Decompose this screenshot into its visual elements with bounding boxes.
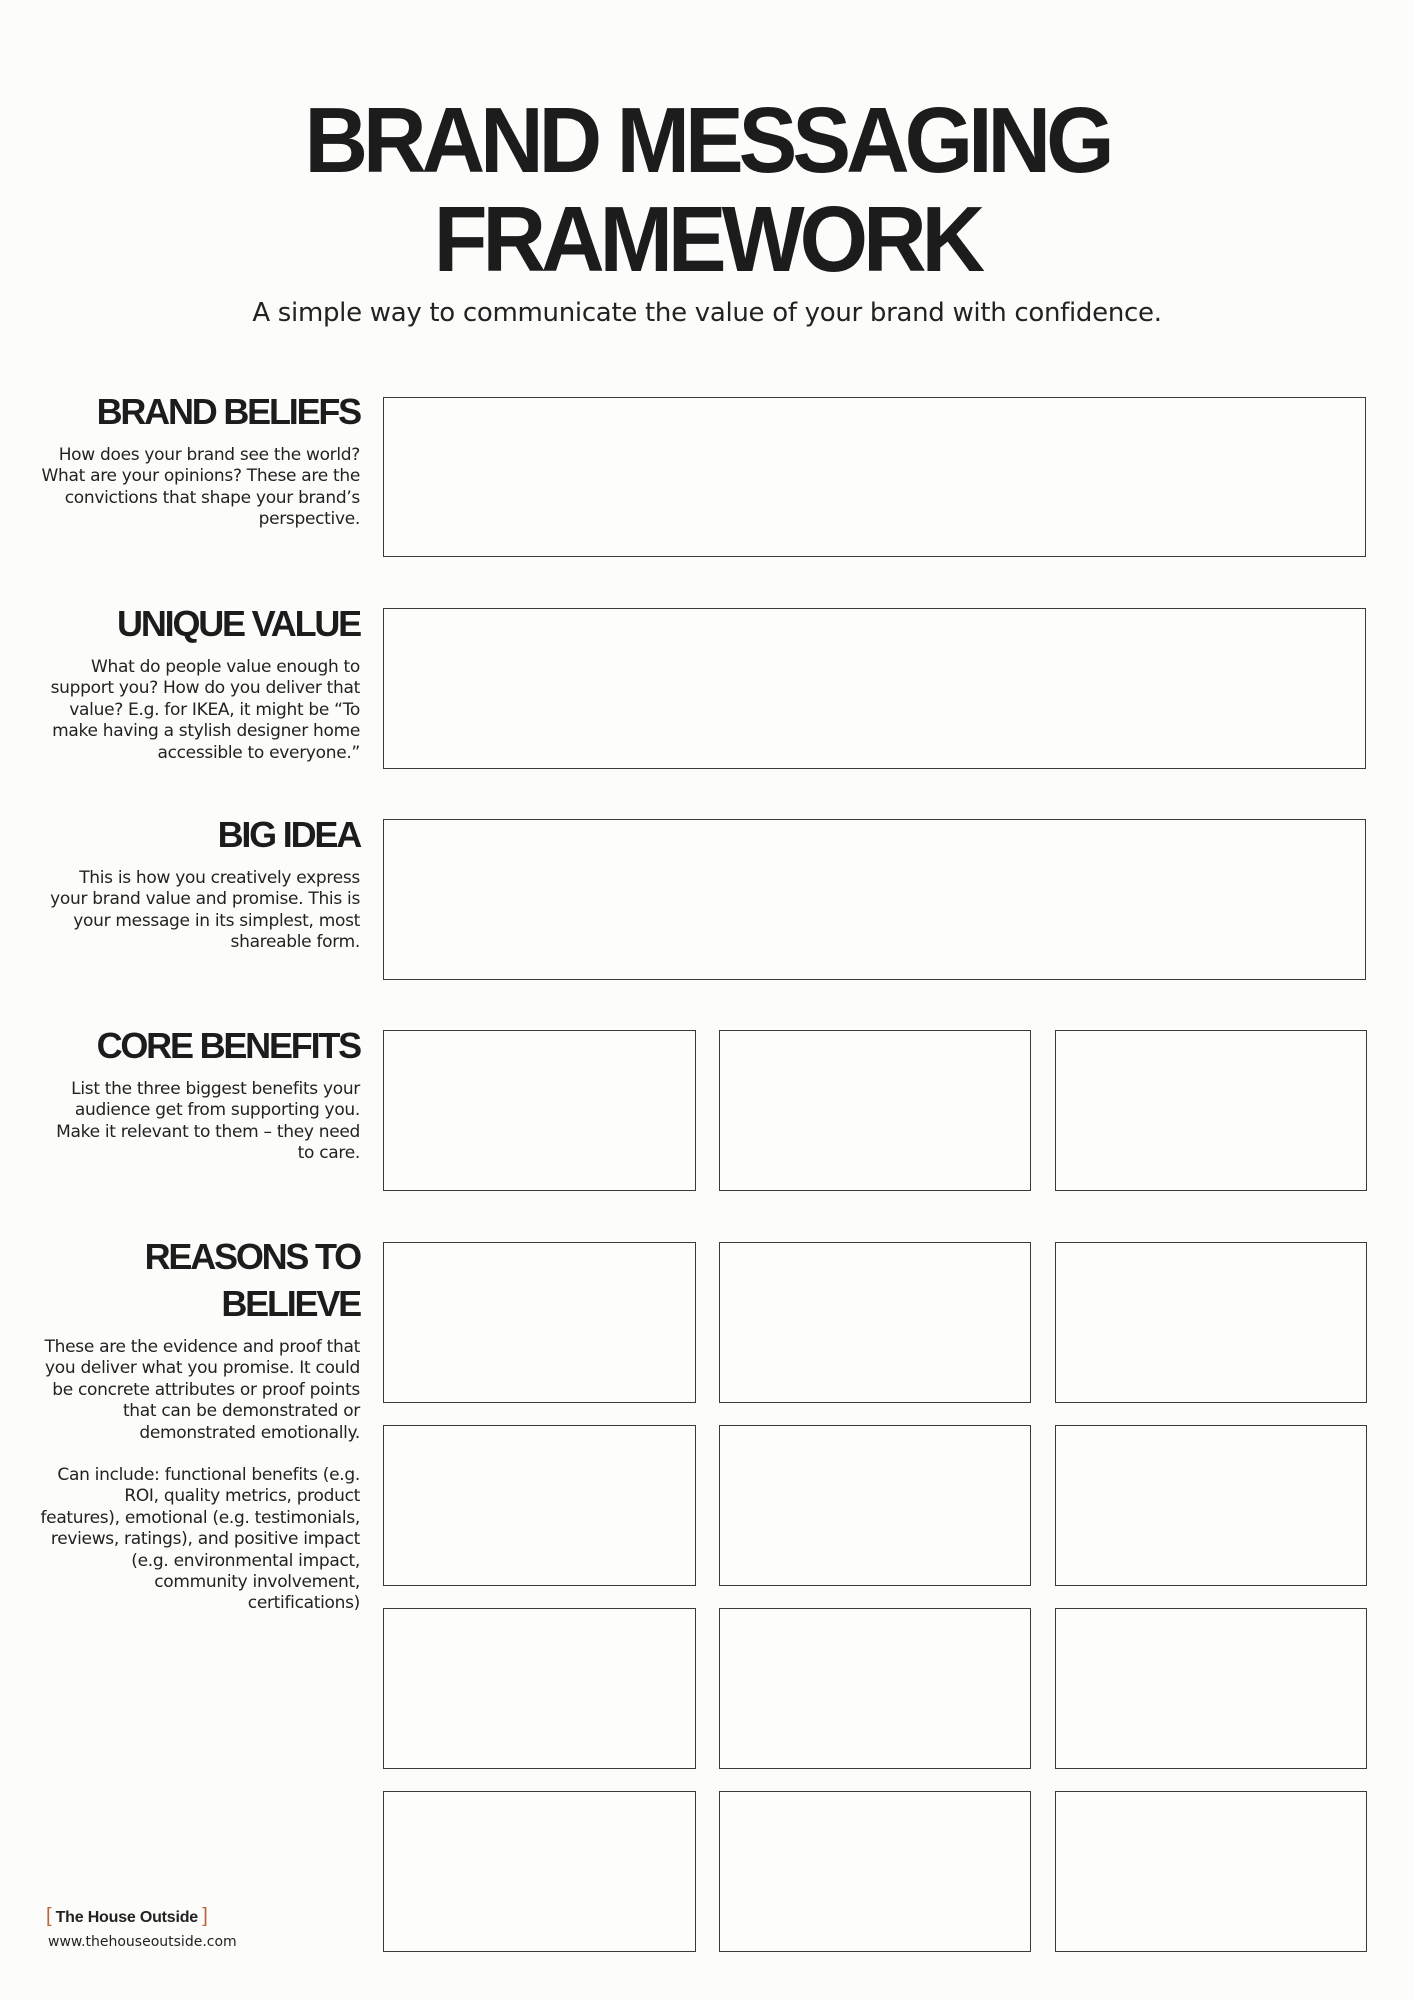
logo-bracket-right-icon: ] bbox=[202, 1905, 208, 1927]
reason-box-r4-c3[interactable] bbox=[1055, 1791, 1367, 1952]
big-idea-description: This is how you creatively express your brand value and promise. This is your message in its simplest, most shareable form. bbox=[50, 868, 360, 953]
brand-logo bbox=[46, 1905, 208, 1928]
logo-text: The House Outside bbox=[55, 1909, 199, 1926]
reason-box-r2-c2[interactable] bbox=[719, 1425, 1031, 1586]
brand-beliefs-label bbox=[40, 388, 360, 531]
unique-value-heading: UNIQUE VALUE bbox=[117, 603, 360, 644]
page-title-line-2: FRAMEWORK bbox=[433, 186, 981, 291]
reason-box-r3-c1[interactable] bbox=[383, 1608, 696, 1769]
reason-box-r3-c3[interactable] bbox=[1055, 1608, 1367, 1769]
page-title bbox=[0, 88, 1414, 291]
reason-box-r2-c3[interactable] bbox=[1055, 1425, 1367, 1586]
brand-beliefs-input-box[interactable] bbox=[383, 397, 1366, 557]
page-title-line-1: BRAND MESSAGING bbox=[304, 88, 1110, 193]
reasons-to-believe-heading bbox=[40, 1233, 360, 1327]
reasons-to-believe-examples: Can include: functional benefits (e.g. ROI, quality metrics, product features), emotional (e.g. testimonials, reviews, ratings), and positive impact (e.g. environmental impact, community involvement, certifications) bbox=[40, 1465, 360, 1614]
core-benefits-label bbox=[40, 1022, 360, 1165]
reason-box-r4-c2[interactable] bbox=[719, 1791, 1031, 1952]
reasons-to-believe-heading-line-2: BELIEVE bbox=[221, 1283, 360, 1324]
core-benefits-heading: CORE BENEFITS bbox=[96, 1025, 360, 1066]
brand-beliefs-heading: BRAND BELIEFS bbox=[96, 391, 360, 432]
big-idea-label bbox=[40, 811, 360, 954]
page-subtitle: A simple way to communicate the value of your brand with confidence. bbox=[252, 298, 1162, 328]
reasons-to-believe-label bbox=[40, 1233, 360, 1615]
reason-box-r4-c1[interactable] bbox=[383, 1791, 696, 1952]
core-benefit-box-3[interactable] bbox=[1055, 1030, 1367, 1191]
reasons-to-believe-heading-line-1: REASONS TO bbox=[144, 1236, 360, 1277]
brand-beliefs-description: How does your brand see the world? What are your opinions? These are the convictions that shape your brand’s perspective. bbox=[41, 445, 360, 530]
reasons-to-believe-description: These are the evidence and proof that you deliver what you promise. It could be concrete attributes or proof points that can be demonstrated or demonstrated emotionally. bbox=[44, 1337, 360, 1443]
logo-bracket-left-icon: [ bbox=[46, 1905, 52, 1927]
reason-box-r1-c1[interactable] bbox=[383, 1242, 696, 1403]
reason-box-r3-c2[interactable] bbox=[719, 1608, 1031, 1769]
unique-value-description: What do people value enough to support you? How do you deliver that value? E.g. for IKEA, it might be “To make having a stylish designer home accessible to everyone.” bbox=[50, 657, 360, 763]
reason-box-r1-c2[interactable] bbox=[719, 1242, 1031, 1403]
reason-box-r2-c1[interactable] bbox=[383, 1425, 696, 1586]
big-idea-input-box[interactable] bbox=[383, 819, 1366, 980]
unique-value-label bbox=[40, 600, 360, 764]
reason-box-r1-c3[interactable] bbox=[1055, 1242, 1367, 1403]
website-url[interactable]: www.thehouseoutside.com bbox=[48, 1934, 237, 1950]
core-benefits-description: List the three biggest benefits your audience get from supporting you. Make it relevant to them – they need to care. bbox=[56, 1079, 360, 1164]
core-benefit-box-2[interactable] bbox=[719, 1030, 1031, 1191]
big-idea-heading: BIG IDEA bbox=[217, 814, 360, 855]
unique-value-input-box[interactable] bbox=[383, 608, 1366, 769]
core-benefit-box-1[interactable] bbox=[383, 1030, 696, 1191]
